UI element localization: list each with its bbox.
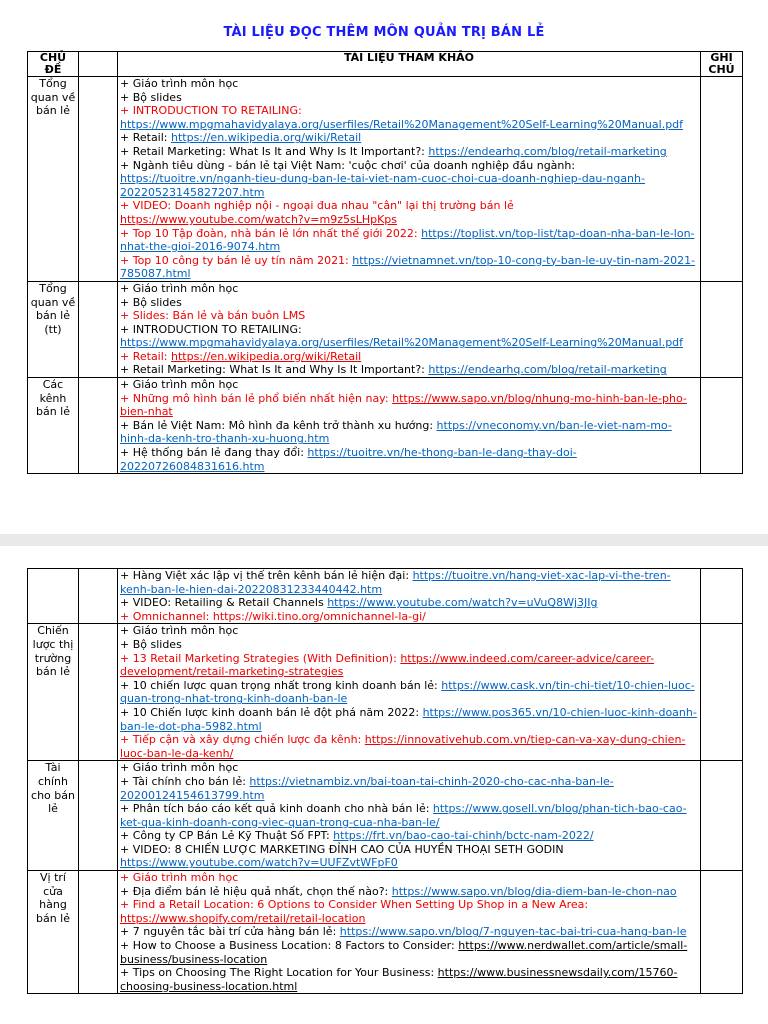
reference-text: + Phân tích báo cáo kết quả kinh doanh cho nhà bán lẻ:	[120, 802, 433, 816]
reference-item	[120, 378, 698, 392]
reference-link[interactable]: https://www.mpgmahavidyalaya.org/userfiles/Retail%20Management%20Self-Learning%20Manual.pdf	[120, 336, 684, 350]
reference-text: + INTRODUCTION TO RETAILING:	[120, 322, 302, 336]
reference-item	[120, 939, 698, 966]
reference-text: + Retail:	[120, 349, 171, 363]
reference-text: + 7 nguyên tắc bài trí cửa hàng bán lẻ:	[120, 925, 340, 939]
reference-link[interactable]: https://www.shopify.com/retail/retail-location	[120, 911, 366, 925]
reference-item	[120, 282, 698, 296]
reference-item	[120, 843, 698, 870]
reference-item	[120, 227, 698, 254]
table-header-row	[28, 52, 743, 77]
reference-link[interactable]: https://www.sapo.vn/blog/nhung-mo-hinh-ban-le-pho-bien-nhat	[120, 391, 687, 419]
reference-text: + VIDEO: Doanh nghiệp nội - ngoại đua nhau "cân" lại thị trường bán lẻ	[120, 199, 514, 213]
reference-text: + Bộ slides	[120, 90, 182, 104]
table-row	[28, 77, 743, 282]
reference-text: + Omnichannel: https://wiki.tino.org/omnichannel-la-gi/	[120, 609, 426, 623]
reference-item	[120, 802, 698, 829]
reference-item	[120, 761, 698, 775]
reference-link[interactable]: https://vietnambiz.vn/bai-toan-tai-chinh-2020-cho-cac-nha-ban-le-20200124154613799.htm	[120, 774, 614, 802]
table-row	[28, 871, 743, 994]
reference-text: + Bộ slides	[120, 637, 182, 651]
reference-item	[120, 925, 698, 939]
reference-item	[120, 610, 698, 624]
reference-item	[120, 145, 698, 159]
table-row	[28, 761, 743, 871]
reference-link[interactable]: https://endearhq.com/blog/retail-marketing	[428, 144, 667, 158]
reference-item	[120, 679, 698, 706]
topic-cell: Các kênh bán lẻ	[28, 378, 79, 474]
reference-item	[120, 309, 698, 323]
reference-link[interactable]: https://tuoitre.vn/he-thong-ban-le-dang-thay-doi-20220726084831616.htm	[120, 446, 577, 473]
note-cell	[701, 378, 743, 474]
reference-item	[120, 871, 698, 885]
topic-cell: Vị trí cửa hàng bán lẻ	[28, 871, 79, 994]
reference-text: + Địa điểm bán lẻ hiệu quả nhất, chọn thế nào?:	[120, 884, 392, 898]
reference-text: + Top 10 Tập đoàn, nhà bán lẻ lớn nhất thế giới 2022:	[120, 226, 422, 240]
reference-text: + Hàng Việt xác lập vị thế trên kênh bán lẻ hiện đại:	[120, 569, 413, 582]
header-empty	[79, 52, 118, 77]
references-cell	[118, 761, 701, 871]
reference-link[interactable]: https://en.wikipedia.org/wiki/Retail	[171, 349, 362, 363]
topic-cell: Chiến lược thị trường bán lẻ	[28, 624, 79, 761]
reference-item	[120, 104, 698, 131]
empty-cell	[79, 569, 118, 624]
reference-text: + Ngành tiêu dùng - bán lẻ tại Việt Nam: 'cuộc chơi' của doanh nghiệp đầu ngành:	[120, 158, 576, 172]
reference-text: + Find a Retail Location: 6 Options to Consider When Setting Up Shop in a New Area:	[120, 898, 589, 912]
reference-item	[120, 638, 698, 652]
reference-item	[120, 91, 698, 105]
references-cell	[118, 871, 701, 994]
reference-item	[120, 254, 698, 281]
document-title: TÀI LIỆU ĐỌC THÊM MÔN QUẢN TRỊ BÁN LẺ	[223, 25, 545, 40]
reference-text: + Retail Marketing: What Is It and Why Is It Important?:	[120, 363, 429, 377]
reference-text: + 10 chiến lược quan trọng nhất trong kinh doanh bán lẻ:	[120, 678, 442, 692]
table-row	[28, 281, 743, 377]
reference-text: + VIDEO: 8 CHIẾN LƯỢC MARKETING ĐỈNH CAO CỦA HUYỀN THOẠI SETH GODIN	[120, 842, 564, 856]
reference-item	[120, 733, 698, 760]
reference-link[interactable]: https://www.youtube.com/watch?v=uVuQ8Wj3JIg	[327, 596, 598, 610]
reference-link[interactable]: https://www.nerdwallet.com/article/small-business/business-location	[120, 939, 688, 966]
reference-item	[120, 419, 698, 446]
reference-table-page-2	[27, 568, 743, 994]
reference-text: + Retail:	[120, 131, 171, 145]
empty-cell	[79, 77, 118, 282]
references-cell	[118, 624, 701, 761]
empty-cell	[79, 281, 118, 377]
note-cell	[701, 281, 743, 377]
reference-item	[120, 392, 698, 419]
topic-cell: Tài chính cho bán lẻ	[28, 761, 79, 871]
reference-text: + INTRODUCTION TO RETAILING:	[120, 104, 302, 118]
reference-item	[120, 596, 698, 610]
reference-text: + VIDEO: Retailing & Retail Channels	[120, 596, 328, 610]
reference-text: + Bộ slides	[120, 295, 182, 309]
reference-text: + Retail Marketing: What Is It and Why Is It Important?:	[120, 144, 429, 158]
reference-item	[120, 706, 698, 733]
reference-item	[120, 159, 698, 200]
reference-link[interactable]: https://tuoitre.vn/nganh-tieu-dung-ban-le-tai-viet-nam-cuoc-choi-cua-doanh-nghiep-dau-nganh-20220523145827207.htm	[120, 172, 645, 199]
reference-link[interactable]: https://www.gosell.vn/blog/phan-tich-bao-cao-ket-qua-kinh-doanh-cong-viec-quan-trong-cua-nha-ban-le/	[120, 802, 687, 829]
topic-cell: Tổng quan về bán lẻ	[28, 77, 79, 282]
reference-item	[120, 966, 698, 993]
reference-table-page-1	[27, 51, 743, 474]
reference-link[interactable]: https://tuoitre.vn/hang-viet-xac-lap-vi-the-tren-kenh-ban-le-hien-dai-20220831233440442.htm	[120, 569, 671, 596]
reference-link[interactable]: https://www.youtube.com/watch?v=m9z5sLHpKps	[120, 212, 398, 226]
references-cell	[118, 281, 701, 377]
reference-item	[120, 350, 698, 364]
reference-link[interactable]: https://frt.vn/bao-cao-tai-chinh/bctc-nam-2022/	[333, 829, 594, 843]
table-row	[28, 624, 743, 761]
note-cell	[701, 624, 743, 761]
reference-text: + Những mô hình bán lẻ phổ biến nhất hiện nay:	[120, 391, 393, 405]
reference-text: + Giáo trình môn học	[120, 378, 239, 392]
reference-item	[120, 363, 698, 377]
reference-link[interactable]: https://www.sapo.vn/blog/7-nguyen-tac-bai-tri-cua-hang-ban-le	[339, 925, 687, 939]
table-row	[28, 378, 743, 474]
reference-item	[120, 624, 698, 638]
reference-item	[120, 77, 698, 91]
note-cell	[701, 871, 743, 994]
reference-text: + How to Choose a Business Location: 8 Factors to Consider:	[120, 939, 459, 953]
empty-cell	[79, 378, 118, 474]
reference-text: + Tips on Choosing The Right Location for Your Business:	[120, 966, 438, 980]
reference-text: + Tài chính cho bán lẻ:	[120, 774, 250, 788]
reference-item	[120, 296, 698, 310]
reference-item	[120, 775, 698, 802]
empty-cell	[79, 871, 118, 994]
reference-text: + Giáo trình môn học	[120, 871, 239, 885]
reference-text: + Giáo trình môn học	[120, 761, 239, 775]
reference-link[interactable]: https://innovativehub.com.vn/tiep-can-va-xay-dung-chien-luoc-ban-le-da-kenh/	[120, 733, 686, 760]
header-note: GHI CHÚ	[701, 52, 743, 77]
reference-link[interactable]: https://www.mpgmahavidyalaya.org/userfiles/Retail%20Management%20Self-Learning%20Manual.pdf	[120, 117, 684, 131]
note-cell	[701, 761, 743, 871]
reference-link[interactable]: https://endearhq.com/blog/retail-marketing	[428, 363, 667, 377]
reference-link[interactable]: https://vneconomy.vn/ban-le-viet-nam-mo-hinh-da-kenh-tro-thanh-xu-huong.htm	[120, 418, 672, 446]
reference-item	[120, 323, 698, 350]
empty-cell	[79, 624, 118, 761]
reference-text: + Hệ thống bán lẻ đang thay đổi:	[120, 446, 308, 460]
reference-item	[120, 885, 698, 899]
references-cell	[118, 378, 701, 474]
header-topic: CHỦ ĐỀ	[28, 52, 79, 77]
reference-item	[120, 898, 698, 925]
reference-link[interactable]: https://www.indeed.com/career-advice/career-development/retail-marketing-strategies	[120, 651, 655, 679]
reference-link[interactable]: https://www.sapo.vn/blog/dia-diem-ban-le-chon-nao	[391, 884, 677, 898]
topic-cell	[28, 569, 79, 624]
reference-link[interactable]: https://www.pos365.vn/10-chien-luoc-kinh-doanh-ban-le-dot-pha-5982.html	[120, 705, 697, 733]
reference-item	[120, 199, 698, 226]
topic-cell: Tổng quan về bán lẻ (tt)	[28, 281, 79, 377]
references-cell	[118, 569, 701, 624]
reference-text: + Giáo trình môn học	[120, 281, 239, 295]
reference-link[interactable]: https://toplist.vn/top-list/tap-doan-nha-ban-le-lon-nhat-the-gioi-2016-9074.htm	[120, 226, 695, 254]
reference-item	[120, 652, 698, 679]
reference-text: + Tiếp cận và xây dựng chiến lược đa kênh:	[120, 733, 365, 747]
note-cell	[701, 77, 743, 282]
reference-text: + Top 10 công ty bán lẻ uy tín năm 2021:	[120, 253, 353, 267]
reference-item	[120, 446, 698, 473]
reference-link[interactable]: https://vietnamnet.vn/top-10-cong-ty-ban-le-uy-tin-nam-2021-785087.html	[120, 253, 696, 281]
reference-link[interactable]: https://en.wikipedia.org/wiki/Retail	[171, 131, 362, 145]
reference-text: + Giáo trình môn học	[120, 624, 239, 638]
reference-item	[120, 829, 698, 843]
reference-item	[120, 131, 698, 145]
reference-item	[120, 569, 698, 596]
reference-link[interactable]: https://www.cask.vn/tin-chi-tiet/10-chien-luoc-quan-trong-nhat-trong-kinh-doanh-ban-le	[120, 678, 695, 706]
reference-link[interactable]: https://www.youtube.com/watch?v=UUFZvtWFpF0	[120, 856, 398, 870]
empty-cell	[79, 761, 118, 871]
references-cell	[118, 77, 701, 282]
reference-text: + Bán lẻ Việt Nam: Mô hình đa kênh trở thành xu hướng:	[120, 418, 437, 432]
reference-text: + Slides: Bán lẻ và bán buôn LMS	[120, 309, 306, 323]
table-row	[28, 569, 743, 624]
reference-text: + 13 Retail Marketing Strategies (With Definition):	[120, 651, 401, 665]
note-cell	[701, 569, 743, 624]
reference-text: + Công ty CP Bán Lẻ Kỹ Thuật Số FPT:	[120, 829, 334, 843]
reference-link[interactable]: https://www.businessnewsdaily.com/15760-choosing-business-location.html	[120, 966, 678, 993]
reference-text: + Giáo trình môn học	[120, 77, 239, 90]
header-references: TÀI LIỆU THAM KHẢO	[118, 52, 701, 77]
reference-text: + 10 Chiến lược kinh doanh bán lẻ đột phá năm 2022:	[120, 705, 423, 719]
